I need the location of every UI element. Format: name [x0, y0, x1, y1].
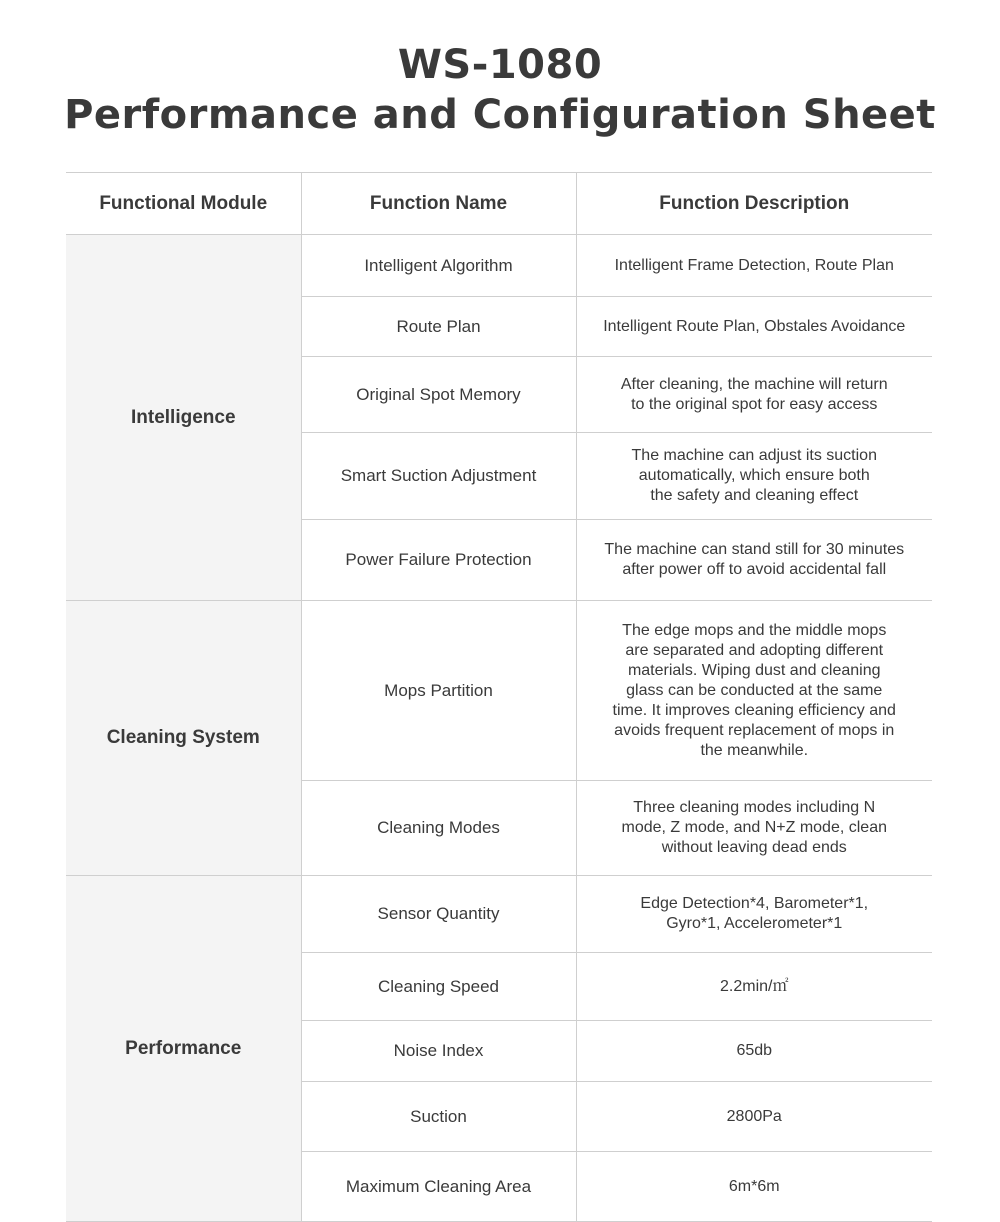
- page-title: [0, 40, 1000, 140]
- function-name: Maximum Cleaning Area: [301, 1152, 576, 1222]
- function-description: [576, 433, 932, 520]
- description-text: The machine can adjust its suction automatically, which ensure both the safety and cleaning effect: [631, 447, 877, 504]
- model-title: WS-1080: [397, 42, 603, 88]
- description-text: 2.2min/㎡: [720, 977, 789, 995]
- description-text: Intelligent Route Plan, Obstales Avoidance: [603, 317, 906, 335]
- module-cleaning-system: Cleaning System: [66, 601, 301, 876]
- function-description: [576, 1021, 932, 1082]
- function-name: Power Failure Protection: [301, 520, 576, 601]
- description-text: The machine can stand still for 30 minutes after power off to avoid accidental fall: [604, 541, 905, 578]
- function-name: Original Spot Memory: [301, 357, 576, 433]
- description-text: 6m*6m: [728, 1177, 780, 1195]
- function-name: Smart Suction Adjustment: [301, 433, 576, 520]
- function-name: Intelligent Algorithm: [301, 235, 576, 297]
- function-description: [576, 953, 932, 1021]
- description-text: 65db: [736, 1042, 773, 1059]
- function-description: [576, 520, 932, 601]
- function-name: Mops Partition: [301, 601, 576, 781]
- function-name: Noise Index: [301, 1021, 576, 1082]
- module-intelligence: Intelligence: [66, 235, 301, 601]
- sheet-title: Performance and Configuration Sheet: [64, 92, 936, 138]
- header-functional-module: Functional Module: [66, 173, 301, 235]
- spec-table: [66, 172, 932, 1222]
- description-text: Three cleaning modes including N mode, Z mode, and N+Z mode, clean without leaving dead ends: [621, 799, 887, 856]
- function-description: [576, 297, 932, 357]
- function-description: [576, 1082, 932, 1152]
- table-row: [66, 235, 932, 297]
- header-function-description: Function Description: [576, 173, 932, 235]
- function-description: [576, 235, 932, 297]
- description-text: 2800Pa: [726, 1107, 782, 1125]
- function-description: [576, 1152, 932, 1222]
- function-name: Sensor Quantity: [301, 876, 576, 953]
- function-name: Route Plan: [301, 297, 576, 357]
- function-description: [576, 357, 932, 433]
- table-header-row: [66, 173, 932, 235]
- function-name: Suction: [301, 1082, 576, 1152]
- description-text: Intelligent Frame Detection, Route Plan: [614, 256, 894, 274]
- header-function-name: Function Name: [301, 173, 576, 235]
- table-row: [66, 876, 932, 953]
- description-text: Edge Detection*4, Barometer*1, Gyro*1, Accelerometer*1: [640, 895, 869, 932]
- description-text: After cleaning, the machine will return to the original spot for easy access: [620, 375, 888, 413]
- description-text: The edge mops and the middle mops are separated and adopting different materials. Wiping dust and cleaning glass can be conducted at the same time. It improves cleaning efficiency and avoids frequent replacement of mops in the meanwhile.: [612, 621, 896, 759]
- module-performance: Performance: [66, 876, 301, 1222]
- function-description: [576, 876, 932, 953]
- function-name: Cleaning Modes: [301, 781, 576, 876]
- table-row: [66, 601, 932, 781]
- function-description: [576, 601, 932, 781]
- function-name: Cleaning Speed: [301, 953, 576, 1021]
- function-description: [576, 781, 932, 876]
